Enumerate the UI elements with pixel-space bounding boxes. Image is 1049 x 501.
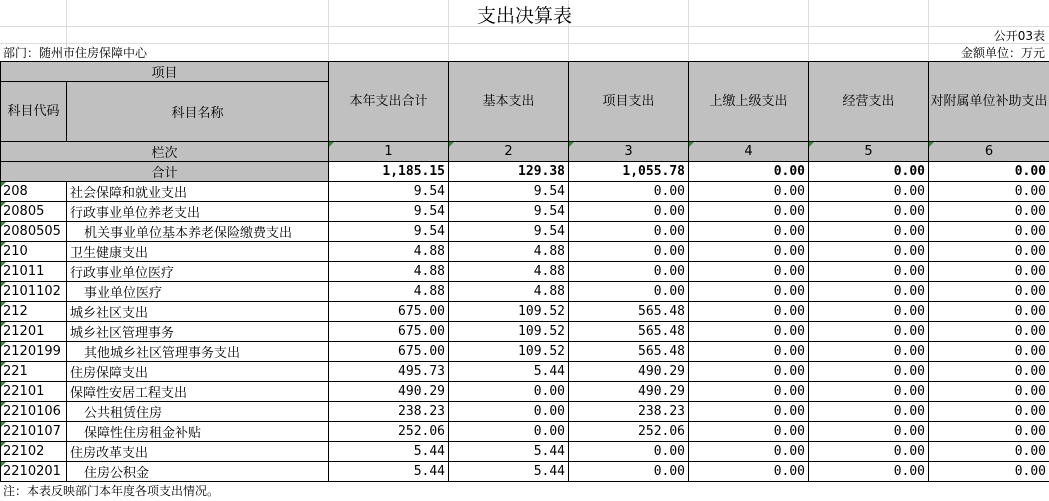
header-code: 科目代码 xyxy=(1,82,67,142)
col-num-4: 4 xyxy=(689,142,809,162)
amount-cell: 0.00 xyxy=(569,282,689,302)
amount-cell: 4.88 xyxy=(449,262,569,282)
amount-cell: 252.06 xyxy=(569,422,689,442)
col-num-2: 2 xyxy=(449,142,569,162)
unit-label: 金额单位：万元 xyxy=(960,46,1045,60)
amount-cell: 675.00 xyxy=(329,302,449,322)
cell-marker-icon xyxy=(1,402,6,407)
amount-cell: 0.00 xyxy=(569,202,689,222)
subject-code: 22102 xyxy=(1,442,67,462)
cell-marker-icon xyxy=(1,222,6,227)
amount-cell: 0.00 xyxy=(929,282,1049,302)
footnote: 注：本表反映部门本年度各项支出情况。 xyxy=(3,484,220,498)
amount-cell: 495.73 xyxy=(329,362,449,382)
amount-cell: 0.00 xyxy=(929,222,1049,242)
total-value-6: 0.00 xyxy=(929,162,1049,182)
amount-cell: 9.54 xyxy=(449,202,569,222)
subject-name: 城乡社区支出 xyxy=(67,302,329,322)
total-value-3: 1,055.78 xyxy=(569,162,689,182)
amount-cell: 9.54 xyxy=(329,202,449,222)
table-row xyxy=(1,422,1049,442)
table-row xyxy=(1,262,1049,282)
amount-cell: 0.00 xyxy=(809,262,929,282)
total-value-4: 0.00 xyxy=(689,162,809,182)
amount-cell: 4.88 xyxy=(329,262,449,282)
subject-code: 21011 xyxy=(1,262,67,282)
amount-cell: 0.00 xyxy=(809,382,929,402)
header-lanci: 栏次 xyxy=(1,142,329,162)
amount-cell: 0.00 xyxy=(929,262,1049,282)
table-row xyxy=(1,182,1049,202)
amount-cell: 5.44 xyxy=(329,442,449,462)
table-row xyxy=(1,202,1049,222)
amount-cell: 5.44 xyxy=(449,442,569,462)
amount-cell: 565.48 xyxy=(569,302,689,322)
amount-cell: 0.00 xyxy=(929,442,1049,462)
amount-cell: 675.00 xyxy=(329,342,449,362)
amount-cell: 0.00 xyxy=(809,282,929,302)
page-title: 支出决算表 xyxy=(476,5,572,27)
cell-marker-icon xyxy=(1,242,6,247)
amount-cell: 0.00 xyxy=(689,422,809,442)
subject-name: 其他城乡社区管理事务支出 xyxy=(67,342,329,362)
col-num-3: 3 xyxy=(569,142,689,162)
amount-cell: 0.00 xyxy=(809,422,929,442)
header-col-3: 项目支出 xyxy=(569,62,689,142)
amount-cell: 0.00 xyxy=(569,182,689,202)
total-row xyxy=(1,162,1049,182)
amount-cell: 9.54 xyxy=(449,182,569,202)
amount-cell: 4.88 xyxy=(449,242,569,262)
amount-cell: 0.00 xyxy=(929,302,1049,322)
table-row xyxy=(1,442,1049,462)
table-row xyxy=(1,462,1049,482)
total-value-5: 0.00 xyxy=(809,162,929,182)
cell-marker-icon xyxy=(1,462,6,467)
subject-name: 事业单位医疗 xyxy=(67,282,329,302)
subject-name: 住房公积金 xyxy=(67,462,329,482)
amount-cell: 0.00 xyxy=(809,202,929,222)
header-col-2: 基本支出 xyxy=(449,62,569,142)
amount-cell: 4.88 xyxy=(329,282,449,302)
subject-code: 210 xyxy=(1,242,67,262)
header-col-4: 上缴上级支出 xyxy=(689,62,809,142)
amount-cell: 0.00 xyxy=(449,382,569,402)
amount-cell: 0.00 xyxy=(689,402,809,422)
col-num-1: 1 xyxy=(329,142,449,162)
table-row xyxy=(1,242,1049,262)
cell-marker-icon xyxy=(1,262,6,267)
amount-cell: 0.00 xyxy=(929,322,1049,342)
cell-marker-icon xyxy=(1,322,6,327)
department-label: 部门：随州市住房保障中心 xyxy=(3,46,148,60)
amount-cell: 0.00 xyxy=(809,242,929,262)
amount-cell: 565.48 xyxy=(569,322,689,342)
subject-name: 保障性安居工程支出 xyxy=(67,382,329,402)
cell-marker-icon xyxy=(689,142,694,147)
amount-cell: 0.00 xyxy=(689,282,809,302)
amount-cell: 0.00 xyxy=(929,202,1049,222)
amount-cell: 9.54 xyxy=(329,182,449,202)
amount-cell: 0.00 xyxy=(809,362,929,382)
table-row xyxy=(1,222,1049,242)
table-row xyxy=(1,382,1049,402)
amount-cell: 0.00 xyxy=(809,322,929,342)
amount-cell: 0.00 xyxy=(929,182,1049,202)
subject-name: 城乡社区管理事务 xyxy=(67,322,329,342)
subject-code: 2210201 xyxy=(1,462,67,482)
subject-name: 卫生健康支出 xyxy=(67,242,329,262)
amount-cell: 0.00 xyxy=(689,462,809,482)
cell-marker-icon xyxy=(1,302,6,307)
amount-cell: 0.00 xyxy=(449,402,569,422)
cell-marker-icon xyxy=(1,342,6,347)
subject-code: 21201 xyxy=(1,322,67,342)
amount-cell: 0.00 xyxy=(809,342,929,362)
amount-cell: 0.00 xyxy=(809,222,929,242)
amount-cell: 9.54 xyxy=(449,222,569,242)
cell-marker-icon xyxy=(1,442,6,447)
header-name: 科目名称 xyxy=(67,82,329,142)
cell-marker-icon xyxy=(1,202,6,207)
col-num-6: 6 xyxy=(929,142,1049,162)
amount-cell: 0.00 xyxy=(809,302,929,322)
amount-cell: 5.44 xyxy=(449,362,569,382)
expenditure-table xyxy=(0,61,1049,482)
amount-cell: 5.44 xyxy=(329,462,449,482)
amount-cell: 0.00 xyxy=(689,202,809,222)
amount-cell: 5.44 xyxy=(449,462,569,482)
amount-cell: 0.00 xyxy=(569,262,689,282)
amount-cell: 0.00 xyxy=(689,302,809,322)
total-value-2: 129.38 xyxy=(449,162,569,182)
amount-cell: 0.00 xyxy=(449,422,569,442)
amount-cell: 109.52 xyxy=(449,322,569,342)
header-col-1: 本年支出合计 xyxy=(329,62,449,142)
subject-name: 行政事业单位养老支出 xyxy=(67,202,329,222)
cell-marker-icon xyxy=(1,422,6,427)
amount-cell: 238.23 xyxy=(329,402,449,422)
subject-name: 住房保障支出 xyxy=(67,362,329,382)
amount-cell: 490.29 xyxy=(569,382,689,402)
amount-cell: 0.00 xyxy=(689,182,809,202)
col-num-5: 5 xyxy=(809,142,929,162)
subject-code: 20805 xyxy=(1,202,67,222)
subject-code: 2101102 xyxy=(1,282,67,302)
amount-cell: 4.88 xyxy=(449,282,569,302)
amount-cell: 109.52 xyxy=(449,342,569,362)
amount-cell: 0.00 xyxy=(689,242,809,262)
amount-cell: 0.00 xyxy=(689,262,809,282)
amount-cell: 0.00 xyxy=(689,322,809,342)
amount-cell: 490.29 xyxy=(569,362,689,382)
amount-cell: 490.29 xyxy=(329,382,449,402)
subject-name: 行政事业单位医疗 xyxy=(67,262,329,282)
table-row xyxy=(1,322,1049,342)
amount-cell: 0.00 xyxy=(569,442,689,462)
subject-code: 2080505 xyxy=(1,222,67,242)
amount-cell: 0.00 xyxy=(929,402,1049,422)
header-col-6: 对附属单位补助支出 xyxy=(929,62,1049,142)
table-row xyxy=(1,402,1049,422)
amount-cell: 0.00 xyxy=(809,402,929,422)
amount-cell: 0.00 xyxy=(809,442,929,462)
amount-cell: 0.00 xyxy=(929,422,1049,442)
subject-name: 社会保障和就业支出 xyxy=(67,182,329,202)
subject-code: 2120199 xyxy=(1,342,67,362)
subject-name: 住房改革支出 xyxy=(67,442,329,462)
amount-cell: 4.88 xyxy=(329,242,449,262)
amount-cell: 0.00 xyxy=(929,462,1049,482)
cell-marker-icon xyxy=(569,142,574,147)
amount-cell: 0.00 xyxy=(689,222,809,242)
cell-marker-icon xyxy=(809,142,814,147)
subject-code: 2210107 xyxy=(1,422,67,442)
amount-cell: 675.00 xyxy=(329,322,449,342)
subject-code: 212 xyxy=(1,302,67,322)
amount-cell: 0.00 xyxy=(929,382,1049,402)
amount-cell: 109.52 xyxy=(449,302,569,322)
subject-code: 221 xyxy=(1,362,67,382)
subject-name: 机关事业单位基本养老保险缴费支出 xyxy=(67,222,329,242)
amount-cell: 0.00 xyxy=(929,362,1049,382)
subject-name: 公共租赁住房 xyxy=(67,402,329,422)
cell-marker-icon xyxy=(1,282,6,287)
amount-cell: 0.00 xyxy=(689,442,809,462)
amount-cell: 0.00 xyxy=(689,342,809,362)
subject-code: 2210106 xyxy=(1,402,67,422)
table-number: 公开03表 xyxy=(993,29,1045,43)
amount-cell: 0.00 xyxy=(689,382,809,402)
table-row xyxy=(1,362,1049,382)
amount-cell: 0.00 xyxy=(689,362,809,382)
header-item: 项目 xyxy=(1,62,329,82)
table-row xyxy=(1,342,1049,362)
amount-cell: 0.00 xyxy=(929,242,1049,262)
amount-cell: 238.23 xyxy=(569,402,689,422)
table-row xyxy=(1,282,1049,302)
amount-cell: 0.00 xyxy=(809,462,929,482)
amount-cell: 0.00 xyxy=(569,462,689,482)
amount-cell: 252.06 xyxy=(329,422,449,442)
cell-marker-icon xyxy=(929,142,934,147)
amount-cell: 0.00 xyxy=(569,242,689,262)
cell-marker-icon xyxy=(329,142,334,147)
header-col-5: 经营支出 xyxy=(809,62,929,142)
subject-code: 22101 xyxy=(1,382,67,402)
cell-marker-icon xyxy=(1,182,6,187)
total-label: 合计 xyxy=(1,162,329,182)
subject-name: 保障性住房租金补贴 xyxy=(67,422,329,442)
amount-cell: 0.00 xyxy=(929,342,1049,362)
cell-marker-icon xyxy=(1,382,6,387)
amount-cell: 0.00 xyxy=(809,182,929,202)
amount-cell: 0.00 xyxy=(569,222,689,242)
cell-marker-icon xyxy=(449,142,454,147)
amount-cell: 565.48 xyxy=(569,342,689,362)
subject-code: 208 xyxy=(1,182,67,202)
cell-marker-icon xyxy=(1,362,6,367)
table-row xyxy=(1,302,1049,322)
total-value-1: 1,185.15 xyxy=(329,162,449,182)
amount-cell: 9.54 xyxy=(329,222,449,242)
